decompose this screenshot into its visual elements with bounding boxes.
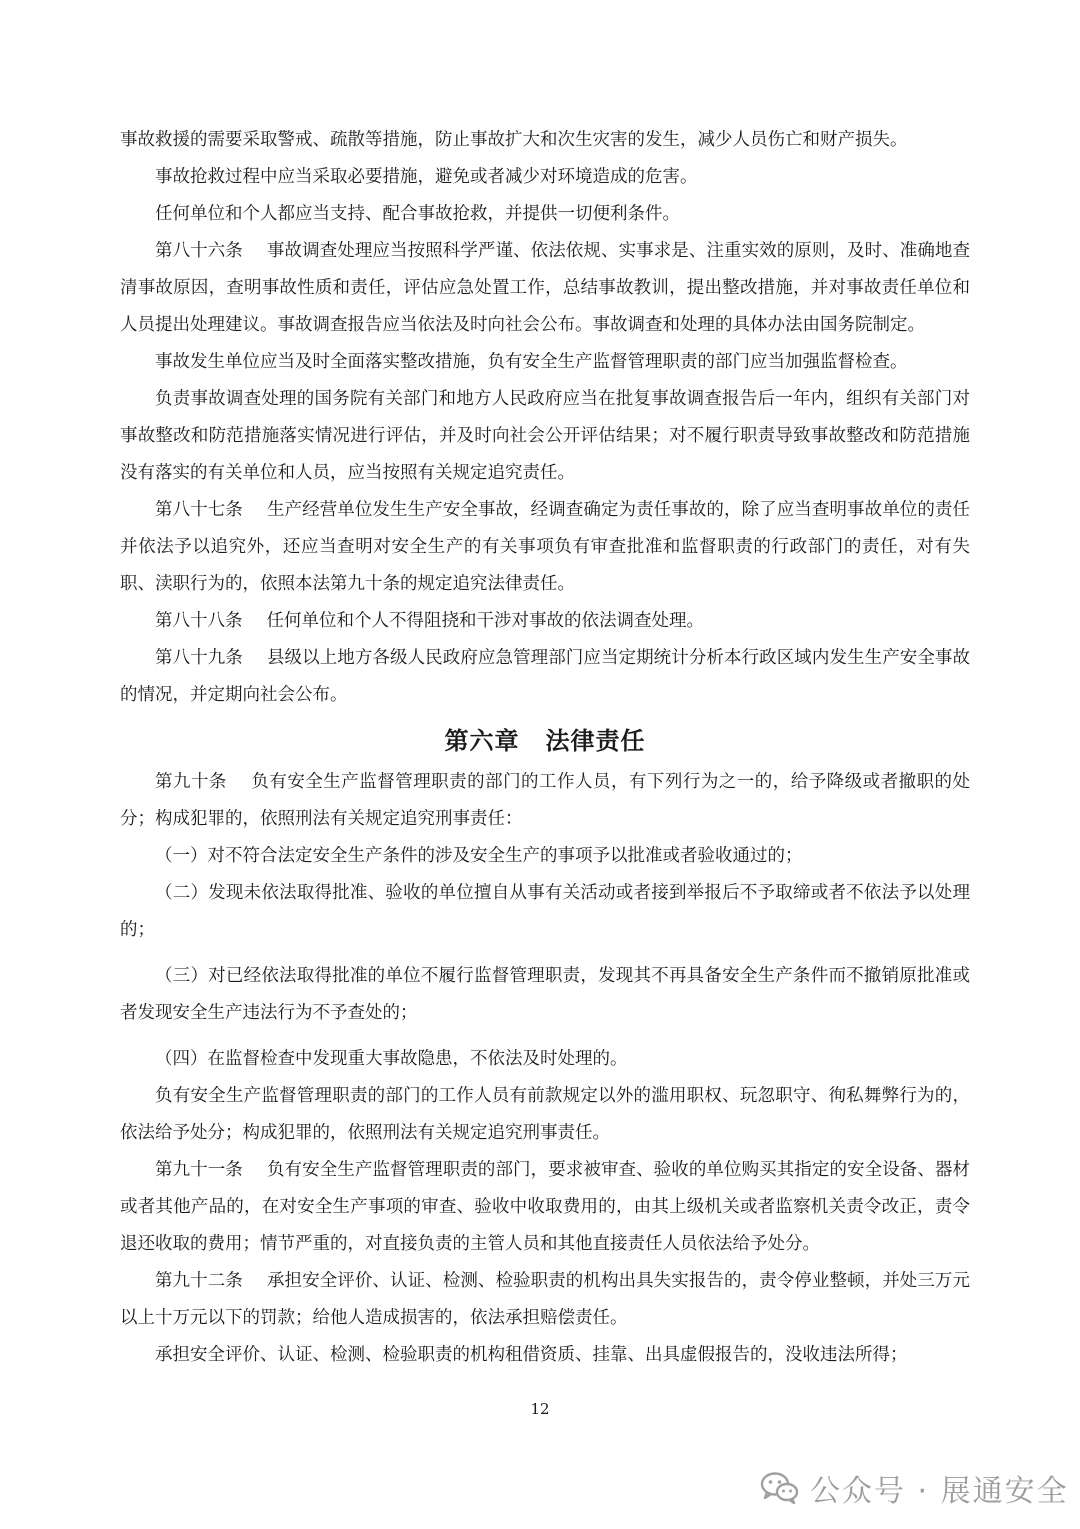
paragraph [120,1263,970,1337]
paragraph-text: 承担安全评价、认证、检测、检验职责的机构出具失实报告的，责令停业整顿，并处三万元以上十万元以下的罚款；给他人造成损害的，依法承担赔偿责任。 [120,1271,970,1328]
paragraph [120,1337,970,1374]
paragraph-text: 负有安全生产监督管理职责的部门的工作人员有前款规定以外的滥用职权、玩忽职守、徇私舞弊行为的，依法给予处分；构成犯罪的，依照刑法有关规定追究刑事责任。 [120,1086,970,1143]
paragraph-text: 事故发生单位应当及时全面落实整改措施，负有安全生产监督管理职责的部门应当加强监督检查。 [155,352,908,372]
article-number: 第八十九条 [155,648,243,668]
chapter-heading [120,718,970,764]
list-item [120,1041,970,1078]
watermark-text: 公众号 · 展通安全 [810,1474,1069,1509]
paragraph [120,233,970,344]
paragraph-text: 承担安全评价、认证、检测、检验职责的机构租借资质、挂靠、出具虚假报告的，没收违法所得； [155,1345,908,1365]
list-item [120,838,970,875]
paragraph [120,603,970,640]
paragraph-text: 生产经营单位发生生产安全事故，经调查确定为责任事故的，除了应当查明事故单位的责任并依法予以追究外，还应当查明对安全生产的有关事项负有审查批准和监督职责的行政部门的责任，对有失职、渎职行为的，依照本法第九十条的规定追究法律责任。 [120,500,970,594]
paragraph [120,492,970,603]
paragraph [120,381,970,492]
paragraph-text: 负有安全生产监督管理职责的部门，要求被审查、验收的单位购买其指定的安全设备、器材或者其他产品的，在对安全生产事项的审查、验收中收取费用的，由其上级机关或者监察机关责令改正，责令退还收取的费用；情节严重的，对直接负责的主管人员和其他直接责任人员依法给予处分。 [120,1160,970,1254]
paragraph-text: 任何单位和个人都应当支持、配合事故抢救，并提供一切便利条件。 [155,204,680,224]
page-number: 12 [530,1400,550,1418]
article-number: 第八十八条 [155,611,243,631]
paragraph-text: 负有安全生产监督管理职责的部门的工作人员，有下列行为之一的，给予降级或者撤职的处分；构成犯罪的，依照刑法有关规定追究刑事责任： [120,772,971,829]
paragraph [120,122,970,159]
paragraph-text: 任何单位和个人不得阻挠和干涉对事故的依法调查处理。 [266,611,704,631]
article-number: 第九十一条 [155,1160,243,1180]
wechat-watermark [760,1460,1069,1516]
paragraph-text: 负责事故调查处理的国务院有关部门和地方人民政府应当在批复事故调查报告后一年内，组织有关部门对事故整改和防范措施落实情况进行评估，并及时向社会公开评估结果；对不履行职责导致事故整改和防范措施没有落实的有关单位和人员，应当按照有关规定追究责任。 [120,389,970,483]
list-item [120,875,970,949]
paragraph [120,196,970,233]
paragraph [120,640,970,714]
paragraph [120,764,970,838]
paragraph [120,159,970,196]
paragraph [120,1078,970,1152]
article-number: 第八十六条 [155,241,243,261]
paragraph [120,1152,970,1263]
wechat-icon [760,1471,800,1505]
article-number: 第九十二条 [155,1271,243,1291]
paragraph-text: （四）在监督检查中发现重大事故隐患，不依法及时处理的。 [155,1049,628,1069]
paragraph-text: 事故调查处理应当按照科学严谨、依法依规、实事求是、注重实效的原则，及时、准确地查清事故原因，查明事故性质和责任，评估应急处置工作，总结事故教训，提出整改措施，并对事故责任单位和人员提出处理建议。事故调查报告应当依法及时向社会公布。事故调查和处理的具体办法由国务院制定。 [120,241,970,335]
chapter-title: 法律责任 [545,726,646,755]
paragraph-text: 县级以上地方各级人民政府应急管理部门应当定期统计分析本行政区域内发生生产安全事故的情况，并定期向社会公布。 [120,648,970,705]
article-section-bottom [120,764,970,1374]
document-body [120,122,970,1374]
article-section-top [120,122,970,714]
list-item [120,958,970,1032]
article-number: 第八十七条 [155,500,243,520]
paragraph-text: （二）发现未依法取得批准、验收的单位擅自从事有关活动或者接到举报后不予取缔或者不依法予以处理的； [120,883,970,940]
article-number: 第九十条 [155,772,227,792]
paragraph [120,344,970,381]
paragraph-text: （三）对已经依法取得批准的单位不履行监督管理职责，发现其不再具备安全生产条件而不撤销原批准或者发现安全生产违法行为不予查处的； [120,966,970,1023]
paragraph-text: （一）对不符合法定安全生产条件的涉及安全生产的事项予以批准或者验收通过的； [155,846,803,866]
chapter-number: 第六章 [444,726,520,755]
paragraph-text: 事故抢救过程中应当采取必要措施，避免或者减少对环境造成的危害。 [155,167,698,187]
paragraph-text: 事故救援的需要采取警戒、疏散等措施，防止事故扩大和次生灾害的发生，减少人员伤亡和财产损失。 [120,130,908,150]
